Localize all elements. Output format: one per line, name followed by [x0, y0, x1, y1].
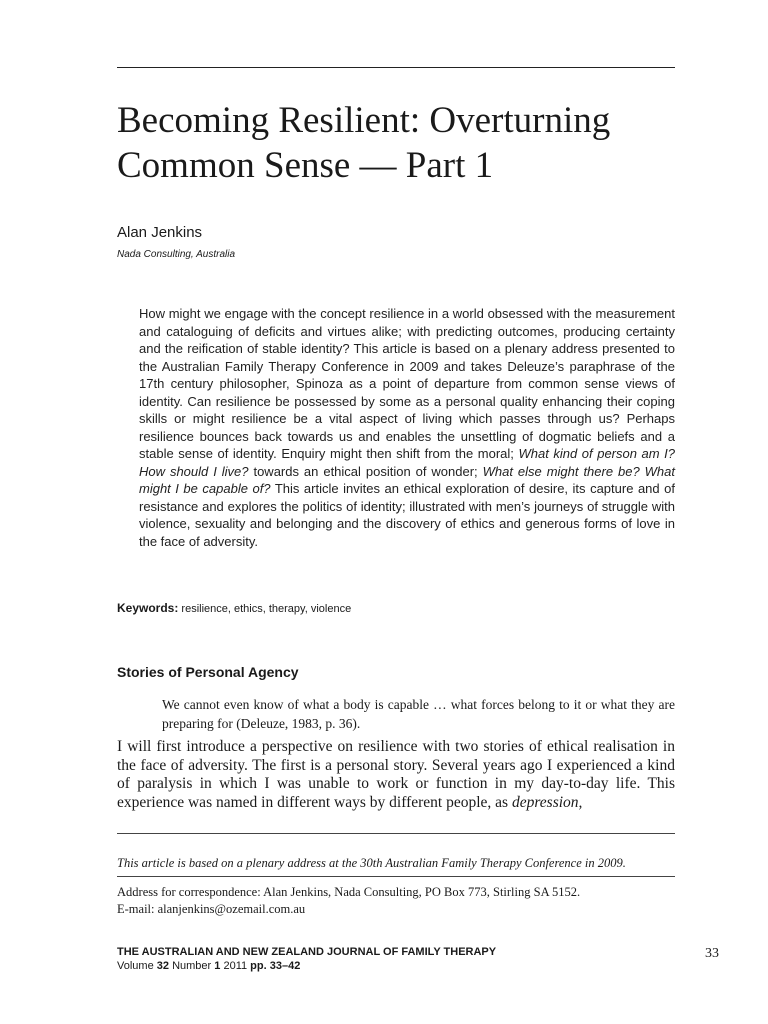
volume-number: 32	[156, 960, 170, 972]
page-number: 33	[705, 946, 719, 961]
journal-name: THE AUSTRALIAN AND NEW ZEALAND JOURNAL OF FAMILY THERAPY	[117, 946, 497, 958]
abstract-question-1: What kind of person am I? How should I live?	[139, 446, 675, 479]
footnote-rule-top	[117, 833, 675, 834]
correspondence-address	[117, 884, 677, 918]
volume-label: Volume	[117, 960, 154, 972]
section-heading: Stories of Personal Agency	[117, 664, 299, 680]
body-emphasis: depression,	[511, 793, 583, 811]
journal-volume	[117, 960, 300, 972]
issue-number: 1	[214, 960, 221, 972]
title-line-2: Common Sense — Part 1	[117, 145, 494, 186]
abstract-text-3: This article invites an ethical exploration of desire, its capture and of resistance and explores the politics of identity; illustrated with men’s journeys of struggle with violence, sexuality and belonging and the discovery of ethics and generous forms of love in the face of adversity.	[139, 481, 675, 549]
keywords-label: Keywords:	[117, 601, 179, 615]
year: 2011	[223, 960, 248, 972]
abstract-text-2: towards an ethical position of wonder;	[248, 463, 483, 479]
abstract-text-1: How might we engage with the concept resilience in a world obsessed with the measurement and cataloguing of deficits and virtues alike; with predicting outcomes, producing certainty and the reification of stable identity? This article is based on a plenary address presented to the Australian Family Therapy Conference in 2009 and takes Deleuze’s paraphrase of the 17th century philosopher, Spinoza as a point of departure from common sense views of identity. Can resilience be possessed by some as a personal quality enhancing their coping skills or might resilience be a vital aspect of living which passes through us? Perhaps resilience bounces back towards us and enables the unsettling of dogmatic beliefs and a stable sense of identity. Enquiry might then shift from the moral;	[139, 306, 675, 461]
footnote: This article is based on a plenary address at the 30th Australian Family Therapy Conference in 2009.	[117, 856, 626, 870]
footnote-rule-bottom	[117, 876, 675, 877]
author-affiliation: Nada Consulting, Australia	[117, 249, 236, 260]
article-title	[117, 98, 677, 188]
body-text: I will first introduce a perspective on resilience with two stories of ethical realisation in the face of adversity. The first is a personal story. Several years ago I experienced a kind of paralysis in which I was unable to work or function in my day-to-day life. This experience was named in different ways by different people, as	[117, 738, 675, 811]
top-rule	[117, 67, 675, 68]
author-name: Alan Jenkins	[117, 224, 203, 241]
number-label: Number	[172, 960, 212, 972]
page-range: pp. 33–42	[250, 960, 301, 972]
keywords-list: resilience, ethics, therapy, violence	[181, 603, 352, 615]
abstract-question-2: What else might there be? What might I be capable of?	[139, 463, 676, 496]
abstract	[139, 305, 675, 550]
title-line-1: Becoming Resilient: Overturning	[117, 100, 611, 141]
email-line: E-mail: alanjenkins@ozemail.com.au	[117, 902, 306, 916]
keywords	[117, 601, 351, 615]
epigraph-quote: We cannot even know of what a body is capable … what forces belong to it or what they are preparing for (Deleuze, 1983, p. 36).	[162, 697, 675, 731]
address-line: Address for correspondence: Alan Jenkins, Nada Consulting, PO Box 773, Stirling SA 5152.	[117, 885, 581, 899]
body-paragraph	[117, 738, 675, 812]
